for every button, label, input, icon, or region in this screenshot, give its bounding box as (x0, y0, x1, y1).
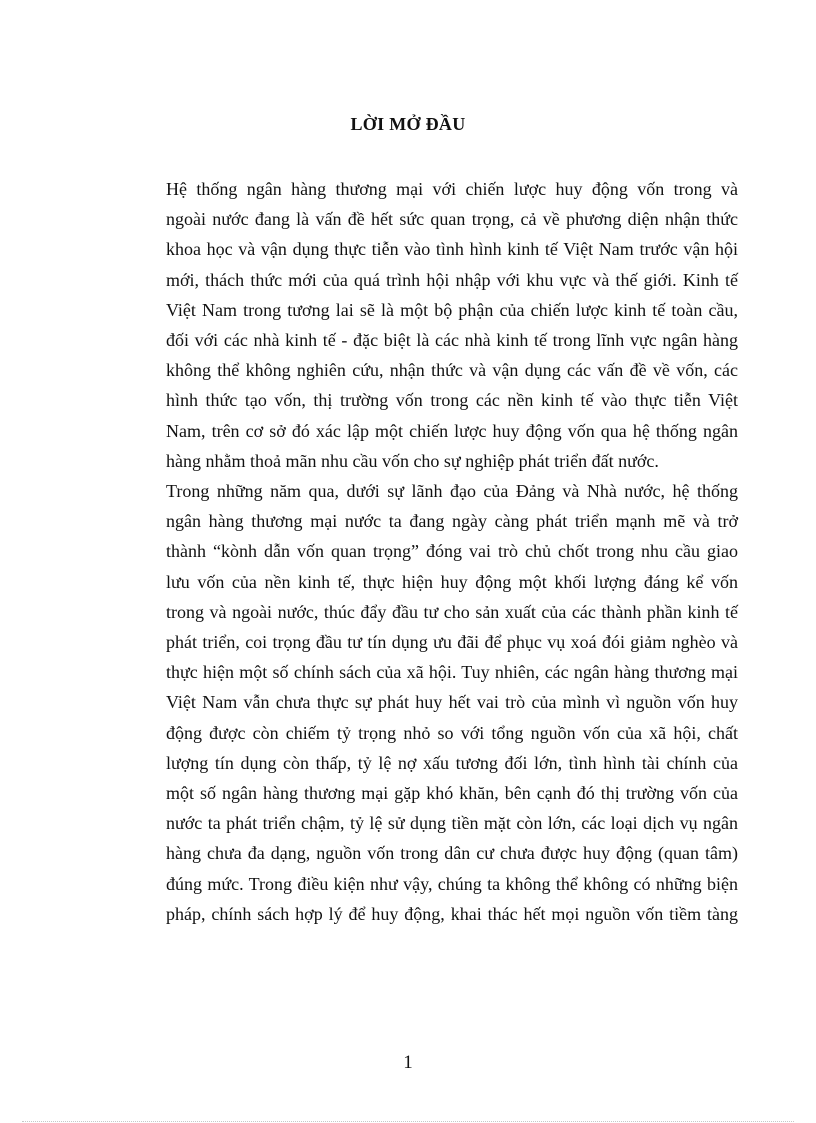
text-line: một số ngân hàng thương mại gặp khó khăn, bên cạnh đó thị trường vốn của (166, 783, 738, 804)
text-line: ngoài nước đang là vấn đề hết sức quan trọng, cả về phương diện nhận thức (166, 209, 738, 230)
text-line: không thể không nghiên cứu, nhận thức và vận dụng các vấn đề về vốn, các (166, 360, 738, 381)
text-line: Nam, trên cơ sở đó xác lập một chiến lược huy động vốn qua hệ thống ngân (166, 420, 738, 441)
text-line: nước ta phát triển chậm, tỷ lệ sử dụng tiền mặt còn lớn, các loại dịch vụ ngân (166, 813, 738, 834)
text-line: ngân hàng thương mại nước ta đang ngày càng phát triển mạnh mẽ và trở (166, 511, 738, 532)
text-line: pháp, chính sách hợp lý để huy động, khai thác hết mọi nguồn vốn tiềm tàng (166, 903, 738, 924)
text-line: động được còn chiếm tỷ trọng nhỏ so với tổng nguồn vốn của xã hội, chất (166, 722, 738, 743)
text-line: khoa học và vận dụng thực tiễn vào tình hình kinh tế Việt Nam trước vận hội (166, 239, 738, 260)
text-line: trong và ngoài nước, thúc đẩy đầu tư cho sản xuất của các thành phần kinh tế (166, 601, 738, 622)
paragraph-2 (135, 476, 738, 929)
page-number: 1 (403, 1052, 413, 1073)
text-line: đối với các nhà kinh tế - đặc biệt là các nhà kinh tế trong lĩnh vực ngân hàng (166, 330, 738, 351)
paragraph-1 (135, 174, 738, 476)
body-text (135, 174, 738, 929)
text-line: lượng tín dụng còn thấp, tỷ lệ nợ xấu tương đối lớn, tình hình tài chính của (166, 752, 738, 773)
text-line: mới, thách thức mới của quá trình hội nhập với khu vực và thế giới. Kinh tế (166, 269, 738, 290)
text-line: Hệ thống ngân hàng thương mại với chiến lược huy động vốn trong và (166, 179, 738, 199)
text-line: Việt Nam vẫn chưa thực sự phát huy hết vai trò của mình vì nguồn vốn huy (166, 692, 738, 713)
text-line: thực hiện một số chính sách của xã hội. Tuy nhiên, các ngân hàng thương mại (166, 662, 738, 683)
text-line: thành “kònh dẫn vốn quan trọng” đóng vai trò chủ chốt trong nhu cầu giao (166, 541, 738, 562)
text-line: lưu vốn của nền kinh tế, thực hiện huy động một khối lượng đáng kể vốn (166, 571, 738, 592)
text-line: phát triển, coi trọng đầu tư tín dụng ưu đãi để phục vụ xoá đói giảm nghèo và (166, 632, 738, 653)
footer-divider (22, 1121, 794, 1122)
text-line: hình thức tạo vốn, thị trường vốn trong các nền kinh tế vào thực tiễn Việt (166, 390, 738, 411)
text-line: đúng mức. Trong điều kiện như vậy, chúng ta không thể không có những biện (166, 873, 738, 894)
text-line: hàng nhằm thoả mãn nhu cầu vốn cho sự nghiệp phát triển đất nước. (166, 450, 659, 471)
text-line: hàng chưa đa dạng, nguồn vốn trong dân cư chưa được huy động (quan tâm) (166, 843, 738, 864)
text-line: Việt Nam trong tương lai sẽ là một bộ phận của chiến lược kinh tế toàn cầu, (166, 299, 738, 320)
page-title: LỜI MỞ ĐẦU (350, 114, 466, 134)
text-line: Trong những năm qua, dưới sự lãnh đạo của Đảng và Nhà nước, hệ thống (166, 481, 738, 502)
